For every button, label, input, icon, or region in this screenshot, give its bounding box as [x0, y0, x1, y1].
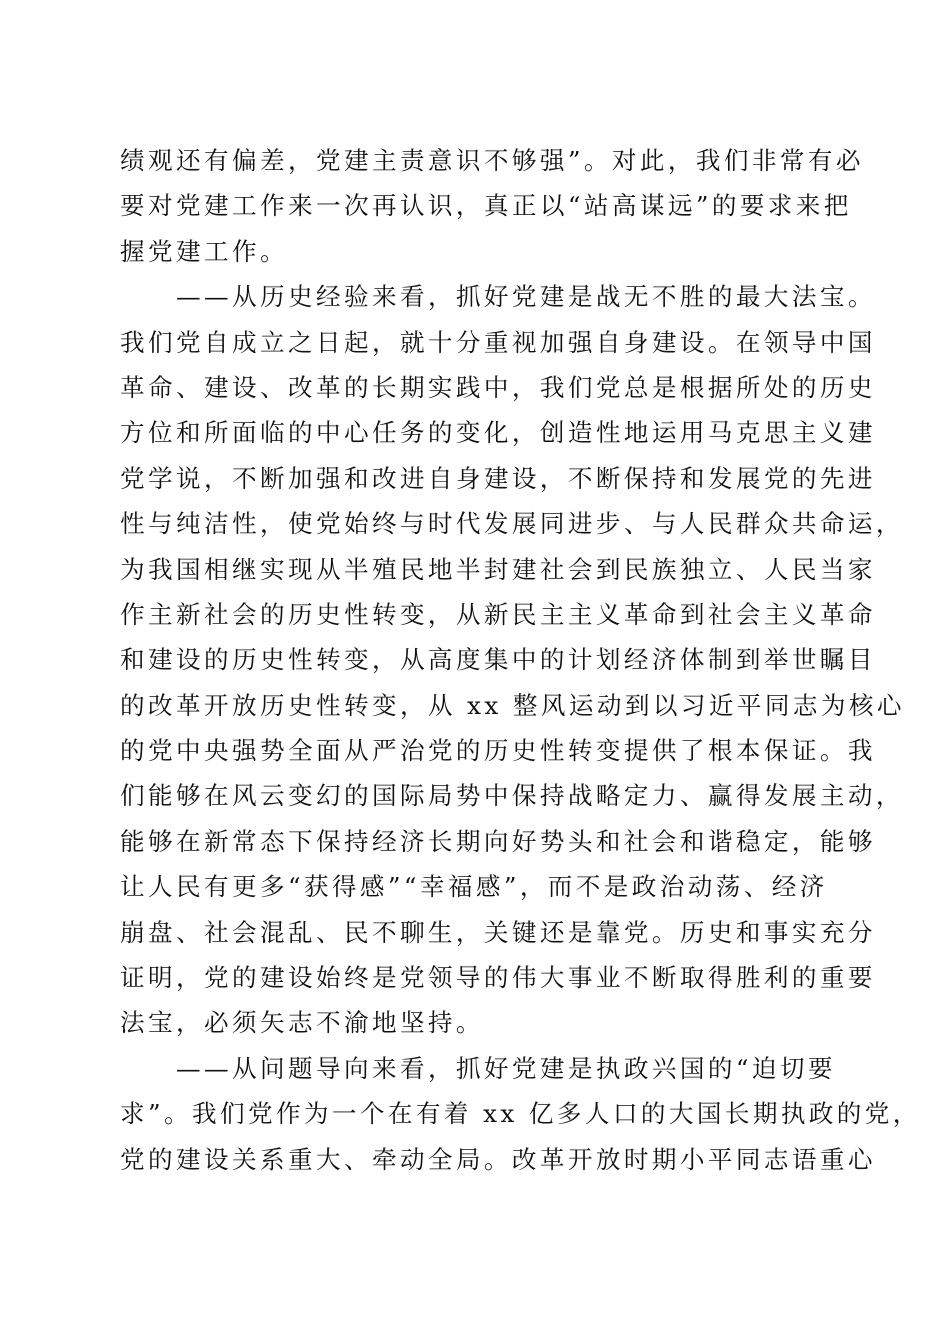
text-line: 崩盘、社会混乱、民不聊生，关键还是靠党。历史和事实充分 — [120, 917, 876, 947]
text-line: 绩观还有偏差，党建主责意识不够强”。对此，我们非常有必 — [120, 146, 864, 175]
body-text — [120, 138, 921, 1182]
text-line: 党的建设关系重大、牵动全局。改革开放时期小平同志语重心 — [120, 1144, 876, 1174]
text-line: 革命、建设、改革的长期实践中，我们党总是根据所处的历史 — [120, 372, 876, 402]
text-line: 的党中央强势全面从严治党的历史性转变提供了根本保证。我 — [120, 736, 876, 766]
text-line: 让人民有更多“获得感”“幸福感”，而不是政治动荡、经济 — [120, 872, 828, 902]
text-line: 和建设的历史性转变，从高度集中的计划经济体制到举世瞩目 — [120, 645, 876, 675]
text-line: 方位和所面临的中心任务的变化，创造性地运用马克思主义建 — [120, 418, 876, 448]
text-line: 证明，党的建设始终是党领导的伟大事业不断取得胜利的重要 — [120, 963, 876, 993]
text-line: 法宝，必须矢志不渝地坚持。 — [120, 1008, 484, 1038]
text-line: 为我国相继实现从半殖民地半封建社会到民族独立、人民当家 — [120, 554, 876, 584]
paragraph-heading-line: ——从问题导向来看，抓好党建是执政兴国的“迫切要 — [176, 1053, 836, 1083]
text-line: 作主新社会的历史性转变，从新民主主义革命到社会主义革命 — [120, 599, 876, 629]
text-line: 能够在新常态下保持经济长期向好势头和社会和谐稳定，能够 — [120, 826, 876, 856]
text-line: 握党建工作。 — [120, 236, 288, 266]
text-line: 我们党自成立之日起，就十分重视加强自身建设。在领导中国 — [120, 327, 876, 357]
text-line: 求”。我们党作为一个在有着 xx 亿多人口的大国长期执政的党， — [120, 1099, 921, 1129]
text-line: 要对党建工作来一次再认识，真正以“站高谋远”的要求来把 — [120, 191, 852, 221]
text-line: 性与纯洁性，使党始终与时代发展同进步、与人民群众共命运， — [120, 509, 904, 539]
text-line: 们能够在风云变幻的国际局势中保持战略定力、赢得发展主动， — [120, 781, 904, 811]
text-line: 的改革开放历史性转变，从 xx 整风运动到以习近平同志为核心 — [120, 690, 905, 720]
text-line: 党学说，不断加强和改进自身建设，不断保持和发展党的先进 — [120, 463, 876, 493]
paragraph-heading-line: ——从历史经验来看，抓好党建是战无不胜的最大法宝。 — [176, 282, 876, 312]
